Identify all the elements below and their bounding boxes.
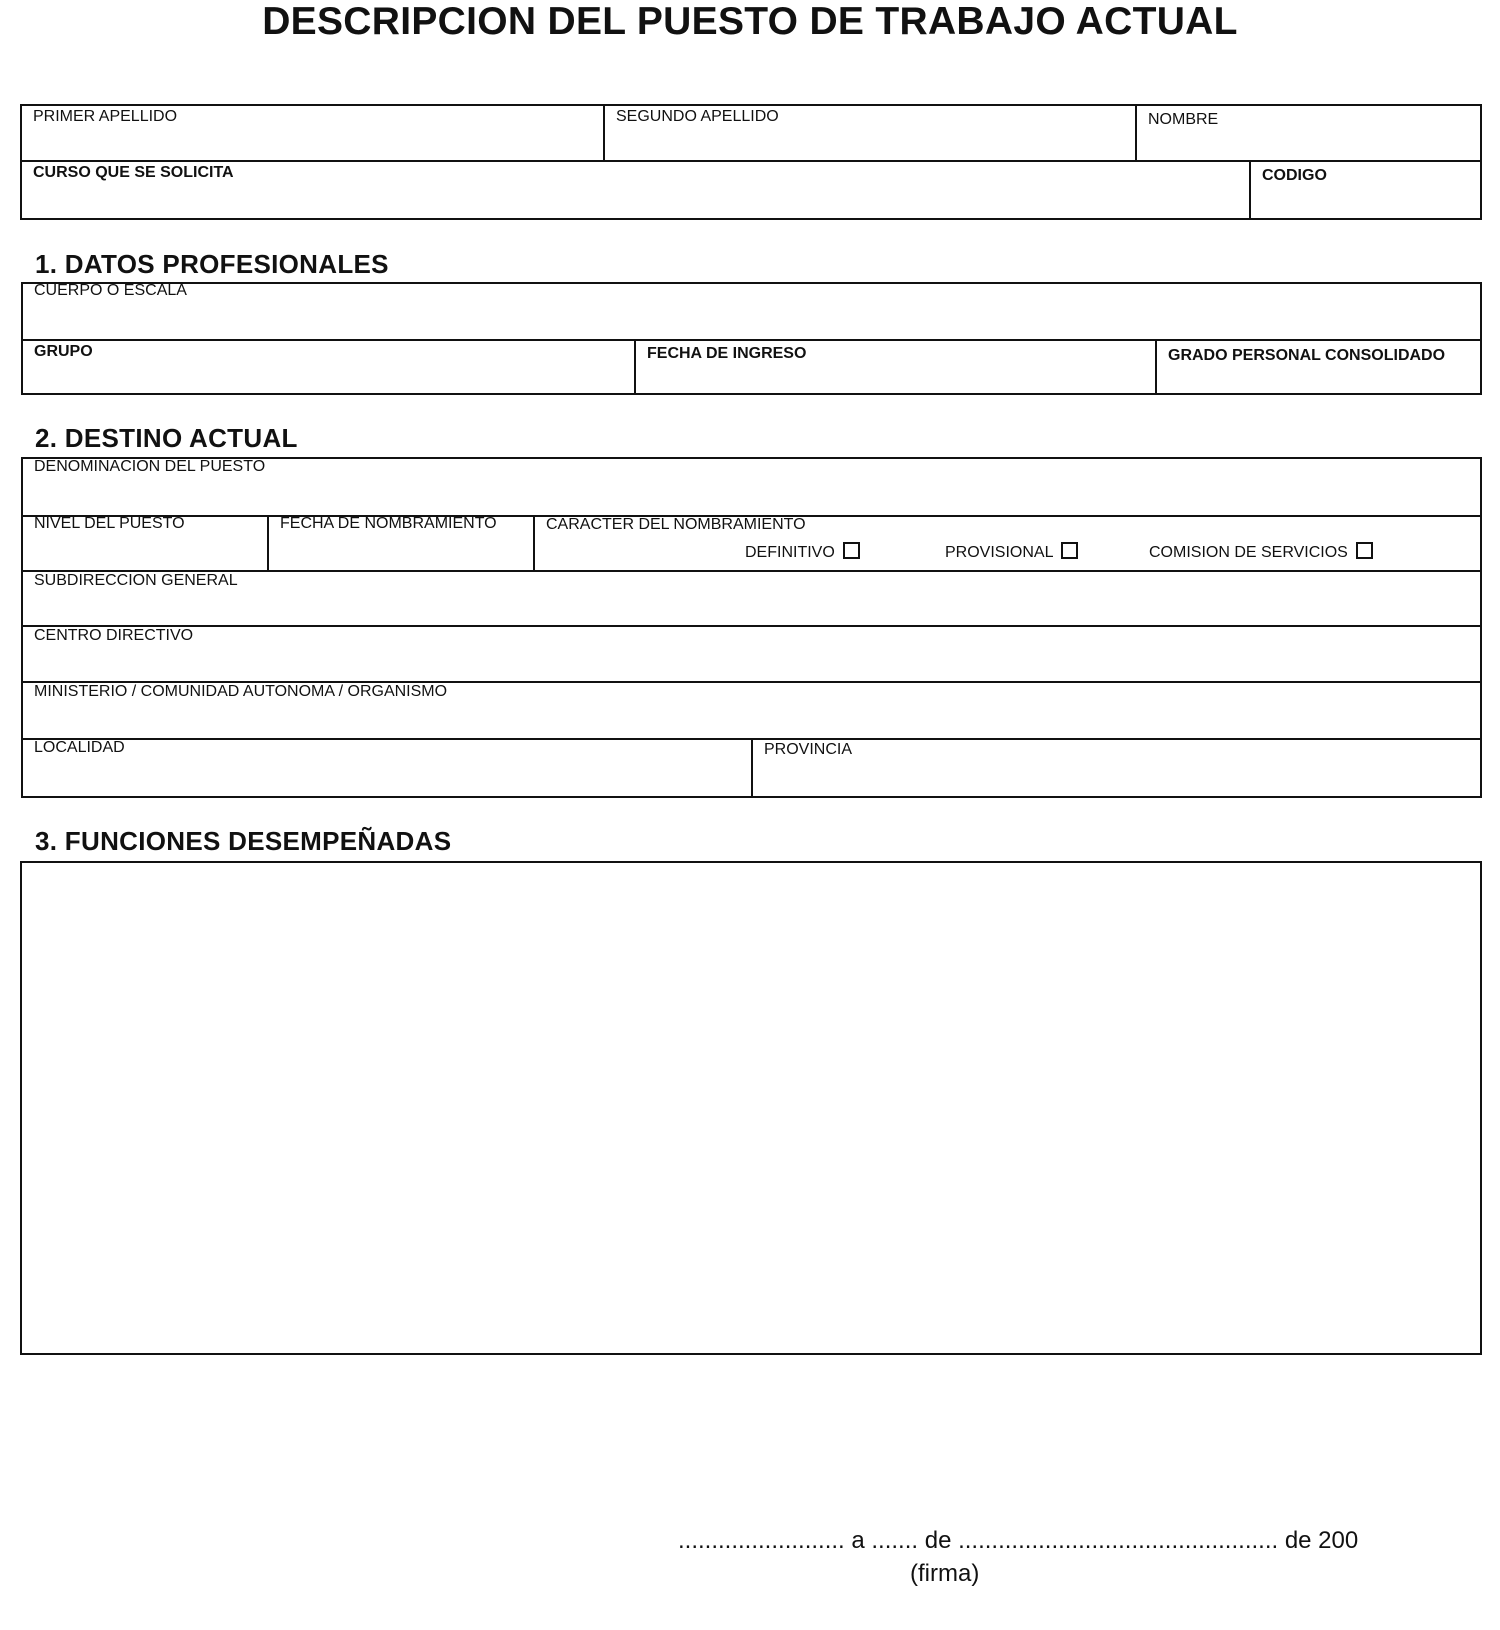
fecha-ingreso-label: FECHA DE INGRESO: [647, 345, 807, 362]
fecha-nombramiento-field[interactable]: [269, 513, 533, 570]
segundo-apellido-field[interactable]: [605, 106, 1135, 160]
definitivo-label: DEFINITIVO: [745, 544, 835, 561]
segundo-apellido-label: SEGUNDO APELLIDO: [616, 108, 779, 125]
localidad-label: LOCALIDAD: [34, 739, 125, 756]
cuerpo-escala-field[interactable]: [23, 280, 1480, 339]
fecha-ingreso-field[interactable]: [636, 343, 1155, 395]
localidad-field[interactable]: [23, 737, 751, 798]
primer-apellido-field[interactable]: [22, 106, 603, 160]
grado-field[interactable]: [1157, 345, 1480, 395]
funciones-textarea[interactable]: [20, 861, 1482, 1355]
caracter-label: CARACTER DEL NOMBRAMIENTO: [546, 516, 806, 533]
grado-label: GRADO PERSONAL CONSOLIDADO: [1168, 347, 1446, 364]
primer-apellido-label: PRIMER APELLIDO: [33, 108, 178, 125]
provincia-field[interactable]: [753, 739, 1480, 798]
page-title: DESCRIPCION DEL PUESTO DE TRABAJO ACTUAL: [262, 0, 1238, 43]
personal-data-box: [20, 104, 1482, 220]
nombre-field[interactable]: [1137, 109, 1482, 160]
curso-label: CURSO QUE SE SOLICITA: [33, 164, 234, 181]
fecha-nombramiento-label: FECHA DE NOMBRAMIENTO: [280, 515, 497, 532]
denominacion-field[interactable]: [23, 456, 1480, 515]
provisional-label: PROVISIONAL: [945, 544, 1054, 561]
centro-directivo-field[interactable]: [23, 625, 1480, 681]
comision-label: COMISION DE SERVICIOS: [1149, 544, 1348, 561]
centro-directivo-label: CENTRO DIRECTIVO: [34, 627, 194, 644]
comision-option[interactable]: [1149, 542, 1373, 562]
destino-actual-box: [21, 457, 1482, 798]
ministerio-label: MINISTERIO / COMUNIDAD AUTONOMA / ORGANISMO: [34, 683, 448, 700]
grupo-label: GRUPO: [34, 343, 93, 360]
nivel-label: NIVEL DEL PUESTO: [34, 515, 185, 532]
datos-profesionales-box: [21, 282, 1482, 395]
curso-field[interactable]: [22, 162, 1249, 220]
definitivo-option[interactable]: [745, 542, 860, 562]
codigo-field[interactable]: [1251, 165, 1482, 220]
cuerpo-escala-label: CUERPO O ESCALA: [34, 282, 187, 299]
nivel-field[interactable]: [23, 513, 267, 570]
section-heading-destino-actual: 2. DESTINO ACTUAL: [35, 423, 298, 453]
ministerio-field[interactable]: [23, 681, 1480, 738]
provisional-option[interactable]: [945, 542, 1078, 562]
subdireccion-label: SUBDIRECCION GENERAL: [34, 572, 238, 589]
codigo-label: CODIGO: [1262, 167, 1327, 184]
section-heading-funciones: 3. FUNCIONES DESEMPEÑADAS: [35, 826, 452, 856]
provisional-checkbox[interactable]: [1061, 542, 1078, 559]
signature-date-line: ......................... a ....... de ................................................ de 200: [678, 1527, 1359, 1554]
section-heading-datos-profesionales: 1. DATOS PROFESIONALES: [35, 249, 389, 279]
grupo-field[interactable]: [23, 341, 634, 395]
comision-checkbox[interactable]: [1356, 542, 1373, 559]
denominacion-label: DENOMINACION DEL PUESTO: [34, 458, 266, 475]
nombre-label: NOMBRE: [1148, 111, 1219, 128]
signature-label: (firma): [910, 1560, 980, 1587]
subdireccion-field[interactable]: [23, 570, 1480, 625]
provincia-label: PROVINCIA: [764, 741, 853, 758]
definitivo-checkbox[interactable]: [843, 542, 860, 559]
